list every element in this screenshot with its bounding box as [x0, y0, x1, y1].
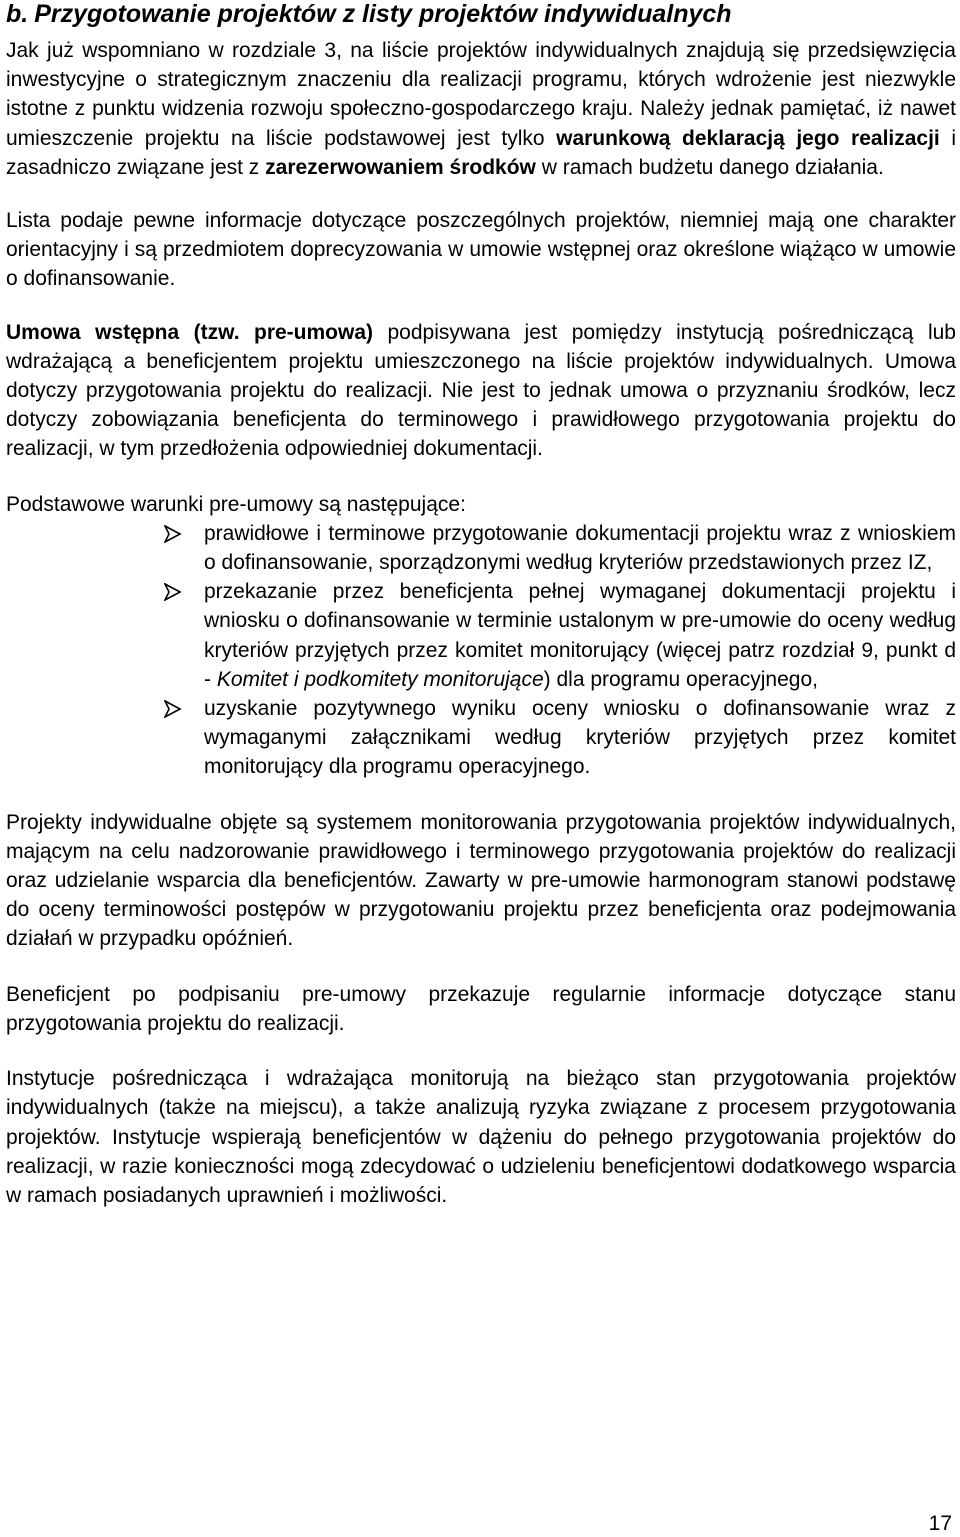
document-page	[6, 0, 956, 1210]
section-heading	[6, 0, 956, 28]
emphasis-reserved-funds: zarezerwowaniem środków	[265, 155, 536, 179]
paragraph-text: Jak już wspomniano w rozdziale 3, na liście projektów indywidualnych znajdują się przedsięwzięcia inwestycyjne o strategicznym znaczeniu dla realizacji programu, których wdrożenie jest niezwykle istotne z punktu widzenia rozwoju społeczno-gospodarczego kraju. Należy jednak pamiętać, iż nawet umieszczenie projektu na liście podstawowej jest tylko	[6, 39, 956, 150]
list-item-text: uzyskanie pozytywnego wyniku oceny wniosku o dofinansowanie wraz z wymaganymi załącznikami według kryteriów przyjętych przez komitet monitorujący dla programu operacyjnego.	[204, 697, 956, 779]
list-item	[6, 694, 956, 782]
term-pre-agreement: Umowa wstępna (tzw. pre-umowa)	[6, 320, 374, 344]
paragraph-institutions: Instytucje pośrednicząca i wdrażająca monitorują na bieżąco stan przygotowania projektów indywidualnych (także na miejscu), a także analizują ryzyka związane z procesem przygotowania projektów. Instytucje wspierają beneficjentów w dążeniu do pełnego przygotowania projektów do realizacji, w razie konieczności mogą zdecydować o udzieleniu beneficjentowi dodatkowego wsparcia w ramach posiadanych uprawnień i możliwości.	[6, 1067, 956, 1207]
paragraph-monitoring: Projekty indywidualne objęte są systemem monitorowania przygotowania projektów indywidualnych, mającym na celu nadzorowanie prawidłowego i terminowego przygotowania projektów do realizacji oraz udzielanie wsparcia dla beneficjentów. Zawarty w pre-umowie harmonogram stanowi podstawę do oceny terminowości postępów w przygotowaniu projektu przez beneficjenta oraz podejmowania działań w przypadku opóźnień.	[6, 810, 956, 951]
paragraph-pre-agreement	[6, 318, 956, 464]
list-item-text: ) dla programu operacyjnego,	[543, 667, 818, 691]
paragraph-text: podpisywana jest pomiędzy instytucją pośredniczącą lub wdrażającą a beneficjentem projektu umieszczonego na liście projektów indywidualnych. Umowa dotyczy przygotowania projektu do realizacji. Nie jest to jednak umowa o przyznaniu środków, lecz dotyczy zobowiązania beneficjenta do terminowego i prawidłowego przygotowania projektu do realizacji, w tym przedłożenia odpowiedniej dokumentacji.	[6, 320, 956, 461]
list-item-text: przekazanie przez beneficjenta pełnej wymaganej dokumentacji projektu i wniosku o dofinansowanie w terminie ustalonym w pre-umowie do oceny według kryteriów przyjętych przez komitet monitorujący (więcej patrz rozdział 9, punkt d -	[204, 580, 956, 691]
paragraph-text: i zasadniczo związane jest z	[6, 126, 956, 179]
emphasis-conditional-declaration: warunkową deklaracją jego realizacji	[556, 126, 940, 150]
arrowhead-bullet-icon	[164, 700, 182, 718]
paragraph-intro	[6, 36, 956, 182]
paragraph-list-info: Lista podaje pewne informacje dotyczące poszczególnych projektów, niemniej mają one charakter orientacyjny i są przedmiotem doprecyzowania w umowie wstępnej oraz określone wiążąco w umowie o dofinansowanie.	[6, 209, 956, 291]
arrowhead-bullet-icon	[164, 583, 182, 601]
cross-reference-title: Komitet i podkomitety monitorujące	[216, 667, 544, 691]
list-item	[6, 577, 956, 694]
list-item	[6, 519, 956, 577]
list-item-text: prawidłowe i terminowe przygotowanie dokumentacji projektu wraz z wnioskiem o dofinansowanie, sporządzonymi według kryteriów przedstawionych przez IZ,	[204, 521, 956, 575]
paragraph-beneficiary-reporting: Beneficjent po podpisaniu pre-umowy przekazuje regularnie informacje dotyczące stanu przygotowania projektu do realizacji.	[6, 982, 956, 1035]
section-number: b.	[6, 0, 29, 28]
conditions-intro: Podstawowe warunki pre-umowy są następujące:	[6, 492, 466, 516]
conditions-list	[6, 519, 956, 782]
section-title: Przygotowanie projektów z listy projektów indywidualnych	[34, 0, 732, 28]
page-number: 17	[928, 1512, 952, 1535]
paragraph-text: w ramach budżetu danego działania.	[535, 155, 884, 179]
arrowhead-bullet-icon	[164, 525, 182, 543]
